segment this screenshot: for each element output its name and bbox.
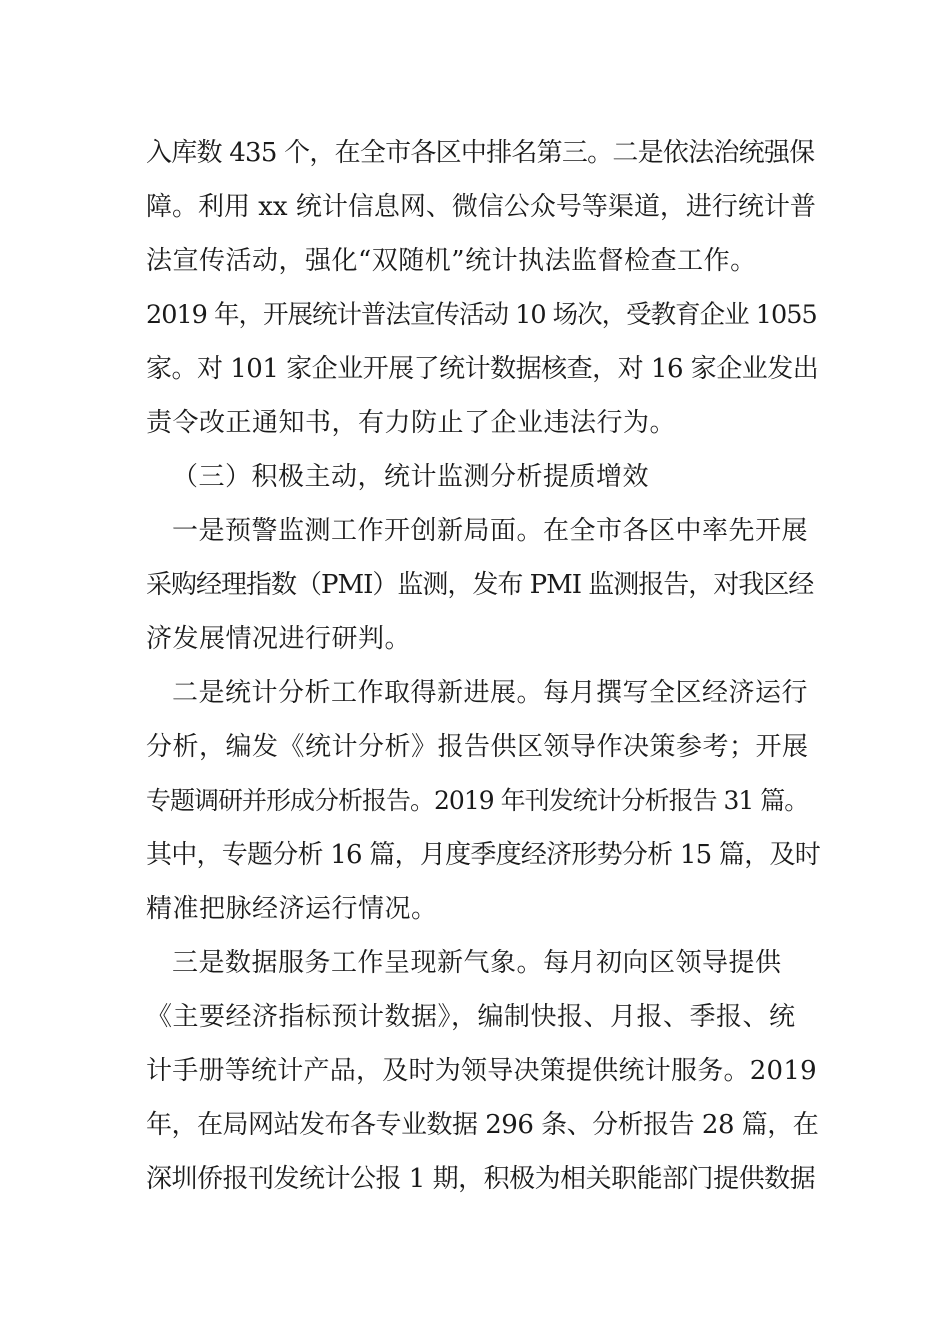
paragraph-line: 其中，专题分析 16 篇，月度季度经济形势分析 15 篇，及时 [146, 840, 820, 870]
paragraph-line: 专题调研并形成分析报告。2019 年刊发统计分析报告 31 篇。 [146, 786, 809, 815]
paragraph-line: 法宣传活动，强化“双随机”统计执法监督检查工作。 [146, 246, 757, 276]
paragraph-line: 计手册等统计产品，及时为领导决策提供统计服务。2019 [146, 1056, 817, 1086]
paragraph-line: 分析，编发《统计分析》报告供区领导作决策参考；开展 [146, 732, 809, 762]
paragraph-line: 三是数据服务工作呈现新气象。每月初向区领导提供 [172, 948, 782, 978]
paragraph-line: 2019 年，开展统计普法宣传活动 10 场次，受教育企业 1055 [146, 300, 817, 330]
paragraph-line: 年，在局网站发布各专业数据 296 条、分析报告 28 篇，在 [146, 1110, 819, 1140]
paragraph-line: 家。对 101 家企业开展了统计数据核查，对 16 家企业发出 [146, 354, 819, 384]
paragraph-line: 二是统计分析工作取得新进展。每月撰写全区经济运行 [172, 678, 809, 708]
paragraph-line: 障。利用 xx 统计信息网、微信公众号等渠道，进行统计普 [146, 192, 816, 222]
paragraph-line: 入库数 435 个，在全市各区中排名第三。二是依法治统强保 [146, 138, 815, 168]
paragraph-line: 一是预警监测工作开创新局面。在全市各区中率先开展 [172, 516, 809, 546]
paragraph-line: 深圳侨报刊发统计公报 1 期，积极为相关职能部门提供数据 [146, 1164, 816, 1194]
paragraph-line: 《主要经济指标预计数据》，编制快报、月报、季报、统 [146, 1002, 796, 1032]
paragraph-line: 采购经理指数（PMI）监测，发布 PMI 监测报告，对我区经 [146, 570, 814, 600]
paragraph-line: 精准把脉经济运行情况。 [146, 894, 438, 924]
paragraph-line: 济发展情况进行研判。 [146, 624, 412, 654]
paragraph-line: 责令改正通知书，有力防止了企业违法行为。 [146, 408, 677, 438]
section-heading: （三）积极主动，统计监测分析提质增效 [172, 462, 650, 492]
